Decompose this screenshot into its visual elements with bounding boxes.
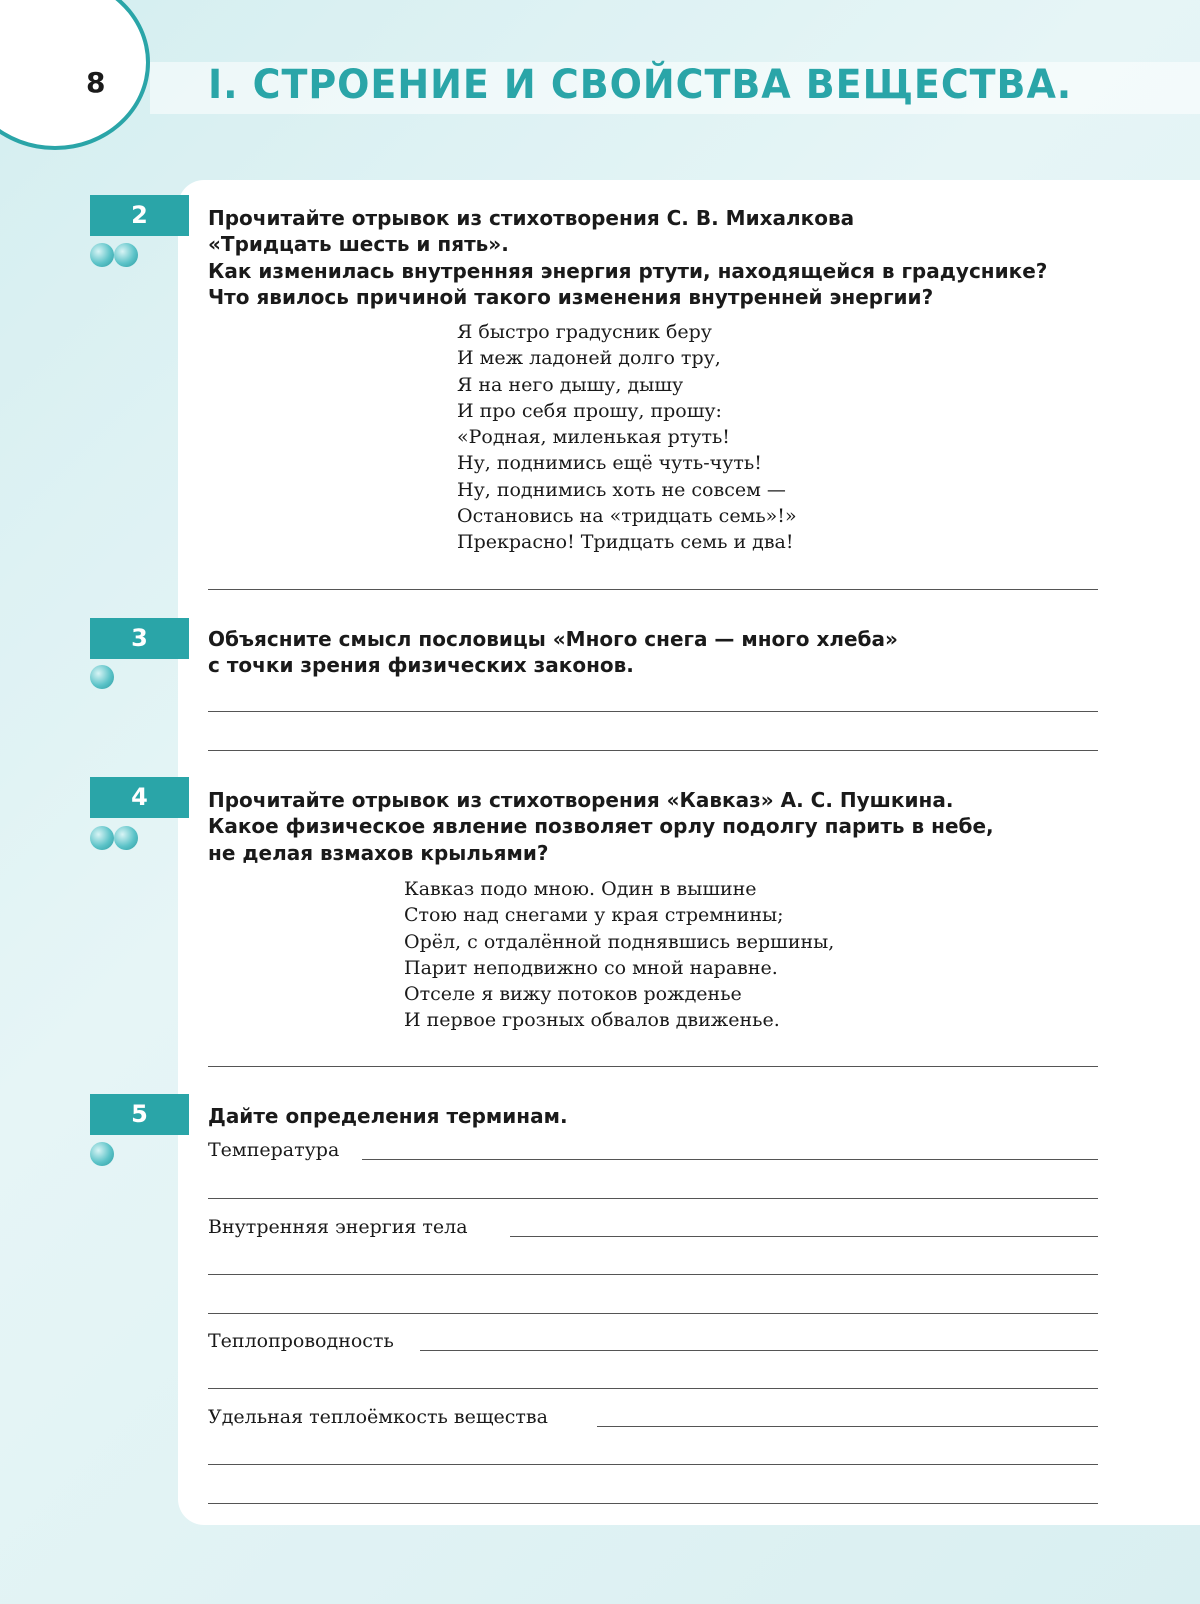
answer-line[interactable]	[208, 1464, 1098, 1465]
page-number: 8	[86, 66, 106, 99]
answer-line[interactable]	[208, 589, 1098, 590]
task-number-badge: 2	[90, 195, 189, 236]
term-label: Внутренняя энергия тела	[208, 1216, 468, 1238]
page-number-circle	[0, 0, 150, 150]
term-label: Теплопроводность	[208, 1330, 394, 1352]
answer-line[interactable]	[420, 1350, 1098, 1351]
answer-line[interactable]	[597, 1426, 1098, 1427]
term-label: Удельная теплоёмкость вещества	[208, 1406, 548, 1428]
poem: Кавказ подо мною. Один в вышине Стою над снегами у края стремнины; Орёл, с отдалённой поднявшись вершины, Парит неподвижно со мной наравне. Отселе я вижу потоков рожденье И первое грозных обвалов движенье.	[404, 878, 835, 1032]
answer-line[interactable]	[208, 750, 1098, 751]
answer-line[interactable]	[510, 1236, 1098, 1237]
difficulty-ball-icon	[114, 826, 138, 850]
answer-line[interactable]	[208, 711, 1098, 712]
answer-line[interactable]	[208, 1066, 1098, 1067]
difficulty-ball-icon	[90, 665, 114, 689]
answer-line[interactable]	[208, 1313, 1098, 1314]
task-question: Прочитайте отрывок из стихотворения «Кавказ» А. С. Пушкина. Какое физическое явление позволяет орлу подолгу парить в небе, не делая взмахов крыльями?	[208, 788, 994, 865]
answer-line[interactable]	[208, 1198, 1098, 1199]
difficulty-ball-icon	[90, 243, 114, 267]
difficulty-ball-icon	[114, 243, 138, 267]
task-question: Дайте определения терминам.	[208, 1104, 568, 1128]
task-question: Объясните смысл пословицы «Много снега — много хлеба» с точки зрения физических законов.	[208, 627, 898, 678]
answer-line[interactable]	[208, 1388, 1098, 1389]
answer-line[interactable]	[362, 1159, 1098, 1160]
chapter-title: I. СТРОЕНИЕ И СВОЙСТВА ВЕЩЕСТВА.	[208, 62, 1073, 108]
poem: Я быстро градусник беру И меж ладоней долго тру, Я на него дышу, дышу И про себя прошу, прошу: «Родная, миленькая ртуть! Ну, поднимись ещё чуть-чуть! Ну, поднимись хоть не совсем — Остановись на «тридцать семь»!» Прекрасно! Тридцать семь и два!	[457, 321, 797, 554]
task-number-badge: 5	[90, 1094, 189, 1135]
difficulty-ball-icon	[90, 1142, 114, 1166]
difficulty-ball-icon	[90, 826, 114, 850]
task-number-badge: 4	[90, 777, 189, 818]
task-number-badge: 3	[90, 618, 189, 659]
task-question: Прочитайте отрывок из стихотворения С. В. Михалкова «Тридцать шесть и пять». Как изменилась внутренняя энергия ртути, находящейся в градуснике? Что явилось причиной такого изменения внутренней энергии?	[208, 206, 1048, 309]
answer-line[interactable]	[208, 1503, 1098, 1504]
answer-line[interactable]	[208, 1274, 1098, 1275]
term-label: Температура	[208, 1139, 340, 1161]
